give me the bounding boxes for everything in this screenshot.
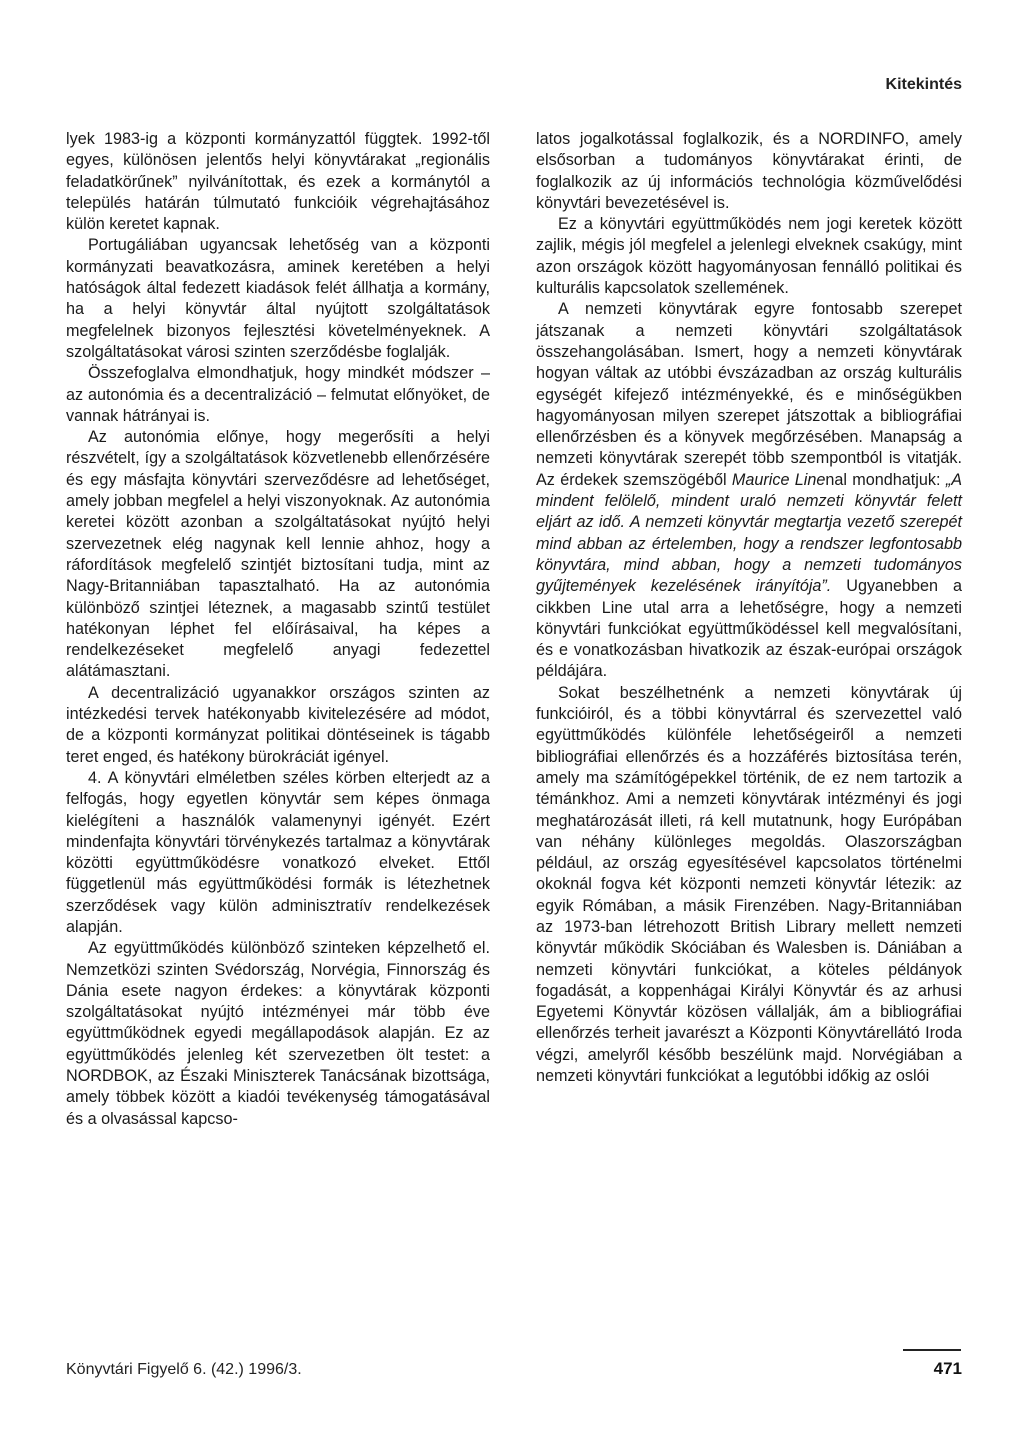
- footer-rule: [903, 1349, 961, 1351]
- left-column: [66, 129, 490, 1130]
- paragraph: Portugáliában ugyancsak lehetőség van a központi kormányzati beavatkozásra, aminek keretében a helyi hatóságok által fedezett kiadások felét állhatja a kormány, ha a helyi könyvtár által nyújtott szolgáltatások megfelelnek bizonyos fejlesztési követelményeknek. A szolgáltatásokat városi szinten szerződésbe foglalják.: [66, 236, 490, 361]
- paragraph: Sokat beszélhetnénk a nemzeti könyvtárak új funkcióiról, és a többi könyvtárral és szervezettel való együttműködés különféle lehetőségeiről a nemzeti bibliográfiai ellenőrzés és a hozzáférés biztosítása terén, amely ma számítógépekkel történik, de ez nem tartozik a témánkhoz. Ami a nemzeti könyvtárak intézményi és jogi meghatározását illeti, rá kell mutatnunk, hogy Európában van néhány különleges megoldás. Olaszországban például, az ország egyesítésével kapcsolatos történelmi okoknál fogva két központi nemzeti könyvtár létezik: az egyik Rómában, a másik Firenzében. Nagy-Britanniában az 1973-ban létrehozott British Library mellett nemzeti könyvtár működik Skóciában és Walesben is. Dániában a nemzeti könyvtári funkciókat, a köteles példányok fogadását, a koppenhágai Királyi Könyvtár és az arhusi Egyetemi Könyvtár közösen vállalják, ám a bibliográfiai ellenőrzés terheit javarészt a Központi Könyvtárellátó Iroda végzi, amelyről később beszélünk majd. Norvégiában a nemzeti könyvtári funkciókat a legutóbbi időkig az oslói: [536, 683, 962, 1086]
- quotation: „A mindent felölelő, mindent uraló nemzeti könyvtár felett eljárt az idő. A nemzeti könyvtár megtartja vezető szerepét mind abban az értelemben, hogy a rendszer legfontosabb könyvtára, mind abban, hogy a nemzeti tudományos gyűjtemények kezelésének irányítója”.: [536, 470, 962, 596]
- paragraph: Ez a könyvtári együttműködés nem jogi keretek között zajlik, mégis jól megfelel a jelenlegi elveknek csakúgy, mint azon országok között hagyományosan fennálló politikai és kulturális kapcsolatok szellemének.: [536, 215, 962, 298]
- page-number: 471: [933, 1359, 962, 1378]
- paragraph: lyek 1983-ig a központi kormányzattól függtek. 1992-től egyes, különösen jelentős helyi könyvtárakat „regionális feladatkörűnek” nyilvánítottak, és ezek a kormánytól a település határán túlmutató funkcióik végrehajtásához külön keretet kapnak.: [66, 130, 490, 234]
- paragraph: A decentralizáció ugyanakkor országos szinten az intézkedési tervek hatékonyabb kivitelezésére ad módot, de a központi kormányzat politikai döntéseinek is tágabb teret enged, és hatékony bürokráciát igényel.: [66, 683, 490, 766]
- paragraph: latos jogalkotással foglalkozik, és a NORDINFO, amely elsősorban a tudományos könyvtárakat érinti, de foglalkozik az új információs technológia közművelődési könyvtári bevezetésével is.: [536, 130, 962, 212]
- section-header: Kitekintés: [885, 76, 962, 93]
- paragraph-text: nal mondhatjuk:: [825, 470, 941, 489]
- paragraph-text: A nemzeti könyvtárak egyre fontosabb szerepet játszanak a nemzeti könyvtári szolgáltatások összehangolásában. Ismert, hogy a nemzeti könyvtárak hogyan váltak az utóbbi évszázadban az ország kulturális egységét kifejező intézményekké, és e minőségükben hagyományosan milyen szerepet játszottak a bibliográfiai ellenőrzésben és a könyvek megőrzésében. Manapság a nemzeti könyvtárak szerepét több szempontból is vitatják. Az érdekek szemszögéből: [536, 300, 962, 489]
- right-column: [536, 129, 962, 1087]
- paragraph: Összefoglalva elmondhatjuk, hogy mindkét módszer – az autonómia és a decentralizáció – felmutat előnyöket, de vannak hátrányai is.: [66, 364, 490, 425]
- paragraph: 4. A könyvtári elméletben széles körben elterjedt az a felfogás, hogy egyetlen könyvtár sem képes önmaga kielégíteni a használók valamenynyi igényét. Ezért mindenfajta könyvtári törvénykezés tartalmaz a könyvtárak közötti együttműködésre vonatkozó elveket. Ettől függetlenül más együttműködési formák is létezhetnek szerződések vagy külön adminisztratív rendelkezések alapján.: [66, 768, 490, 936]
- author-name: Maurice Line: [731, 470, 826, 489]
- paragraph-text: Ugyanebben a cikkben Line utal arra a lehetőségre, hogy a nemzeti könyvtári funkciókat együttműködéssel kell megvalósítani, és e vonatkozásban hivatkozik az észak-európai országok példájára.: [536, 577, 962, 681]
- paragraph: Az együttműködés különböző szinteken képzelhető el. Nemzetközi szinten Svédország, Norvégia, Finnország és Dánia esete nagyon érdekes: a könyvtárak központi szolgáltatásokat nyújtó intézményei már több éve együttműködnek egyedi megállapodások alapján. Ez az együttműködés jelenleg két szervezetben ölt testet: a NORDBOK, az Északi Miniszterek Tanácsának bizottsága, amely többek között a kiadói tevékenység támogatásával és a olvasással kapcso-: [66, 939, 490, 1128]
- journal-citation: Könyvtári Figyelő 6. (42.) 1996/3.: [66, 1361, 302, 1378]
- paragraph-with-quote: [536, 299, 962, 682]
- paragraph: Az autonómia előnye, hogy megerősíti a helyi részvételt, így a szolgáltatások közvetlenebb ellenőrzésére és egy másfajta könyvtári szerveződésre ad lehetőséget, amely jobban megfelel a helyi viszonyoknak. Az autonómia keretei között azonban a szolgáltatásokat nyújtó helyi szervezetnek elég nagynak kell lennie ahhoz, hogy a ráfordítások megfelelő szintjét biztosítani tudja, mint az Nagy-Britanniában tapasztalható. Ha az autonómia különböző szintjei léteznek, a magasabb szintű testület hatékonyan léphet fel előírásaival, ha képes a rendelkezéseket megfelelő anyagi fedezettel alátámasztani.: [66, 428, 490, 681]
